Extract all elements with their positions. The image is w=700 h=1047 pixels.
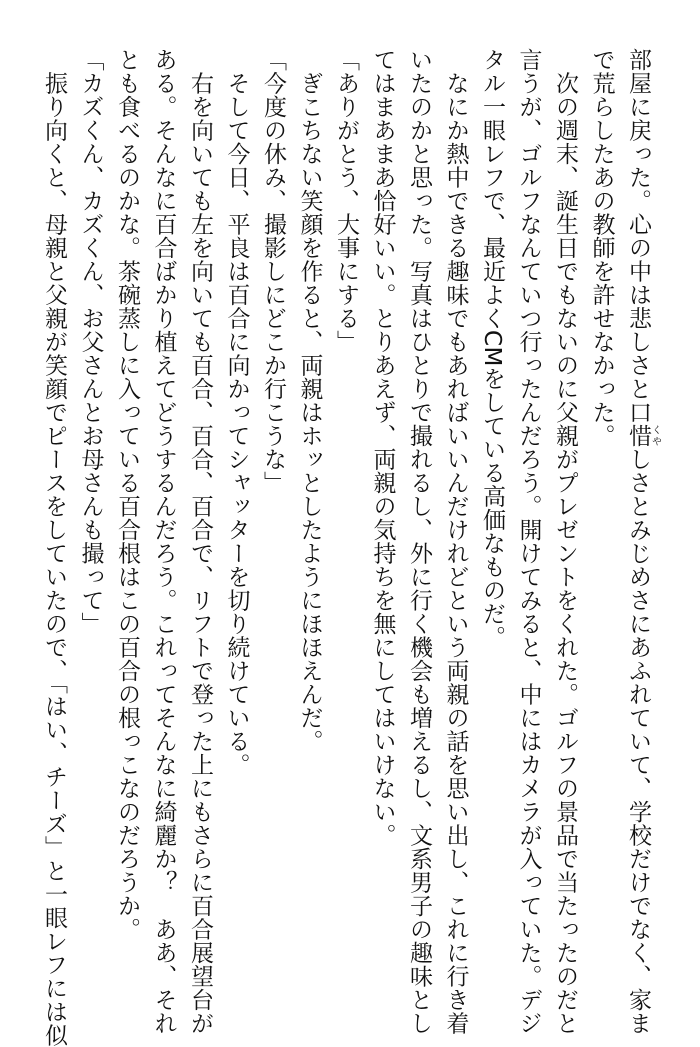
text-line: 「ありがとう、大事にする」 (333, 48, 359, 354)
text-line: 「カズくん、カズくん、お父さんとお母さんも撮って」 (77, 48, 104, 636)
text-line: 部屋に戻った。心の中は悲しさと口惜くやしさとみじめさにあふれていて、学校だけでなく、家ま (625, 48, 661, 1035)
text-line: 右を向いても左を向いても百合、百合、百合で、リフトで登った上にもさらに百合展望台が (187, 48, 213, 1035)
text-line: とも食べるのかな。茶碗蒸しに入っている百合根はこの百合の根っこなのだろうか。 (114, 48, 140, 941)
text-line: 「今度の休み、撮影しにどこか行こうな」 (260, 48, 286, 495)
text-line: タル一眼レフで、最近よくCMをしている高価なものだ。 (479, 48, 505, 649)
vertical-text-block (36, 48, 661, 1047)
text-line: 言うが、ゴルフなんていつ行ったんだろう。開けてみると、中にはカメラが入っていた。デジ (515, 48, 542, 1035)
text-line: ある。そんなに百合ばかり植えてどうするんだろう。これってそんなに綺麗か？ ああ、それ (150, 48, 177, 1035)
text-line: 次の週末、誕生日でもないのに父親がプレゼントをくれた。ゴルフの景品で当たったのだと (552, 48, 578, 1035)
text-line: 振り向くと、母親と父親が笑顔でピースをしていたので、「はい、チーズ」と一眼レフには似 (41, 48, 67, 1047)
text-line: ぎこちない笑顔を作ると、両親はホッとしたようにほほえんだ。 (296, 48, 323, 753)
text-line: てはまあまあ恰好いい。とりあえず、両親の気持ちを無にしてはいけない。 (369, 48, 396, 847)
text-line: いたのかと思った。写真はひとりで撮れるし、外に行く機会も増えるし、文系男子の趣味とし (406, 48, 432, 1035)
text-line: で荒らしたあの教師を許せなかった。 (588, 48, 615, 448)
text-line: なにか熱中できる趣味でもあればいいんだけれどという両親の話を思い出し、これに行き着 (442, 48, 469, 1035)
text-line: そして今日、平良は百合に向かってシャッターを切り続けている。 (223, 48, 250, 777)
